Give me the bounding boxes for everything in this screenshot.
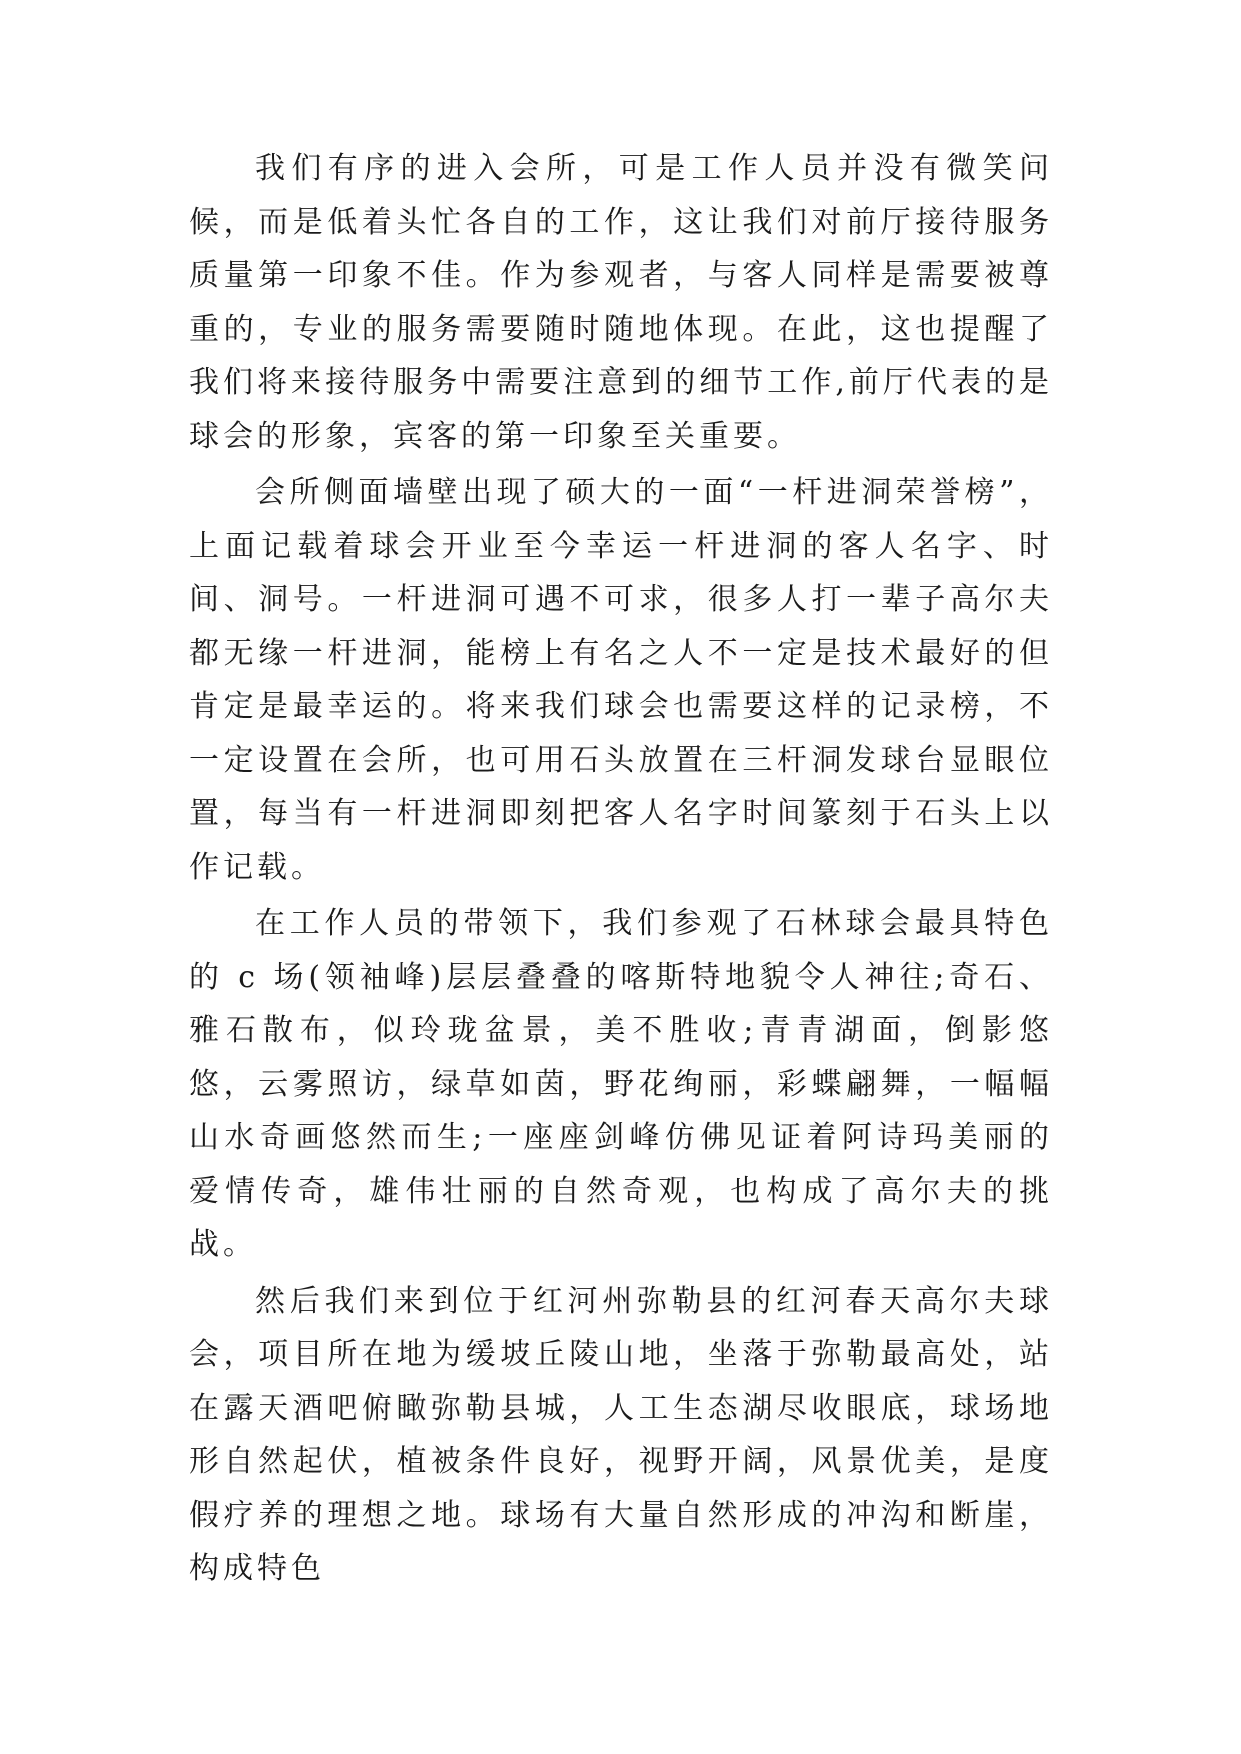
paragraph-2: 会所侧面墙壁出现了硕大的一面“一杆进洞荣誉榜”，上面记载着球会开业至今幸运一杆进洞的客人名字、时间、洞号。一杆进洞可遇不可求，很多人打一辈子高尔夫都无缘一杆进洞，能榜上有名之人不一定是技术最好的但肯定是最幸运的。将来我们球会也需要这样的记录榜，不一定设置在会所，也可用石头放置在三杆洞发球台显眼位置，每当有一杆进洞即刻把客人名字时间篆刻于石头上以作记载。 xyxy=(189,475,1053,885)
paragraph-1: 我们有序的进入会所，可是工作人员并没有微笑问候，而是低着头忙各自的工作，这让我们对前厅接待服务质量第一印象不佳。作为参观者，与客人同样是需要被尊重的，专业的服务需要随时随地体现。在此，这也提醒了我们将来接待服务中需要注意到的细节工作,前厅代表的是球会的形象，宾客的第一印象至关重要。 xyxy=(189,151,1053,454)
document-page xyxy=(189,142,1053,1642)
paragraph-3: 在工作人员的带领下，我们参观了石林球会最具特色的 c 场(领袖峰)层层叠叠的喀斯特地貌令人神往;奇石、雅石散布，似玲珑盆景，美不胜收;青青湖面，倒影悠悠，云雾照访，绿草如茵，野花绚丽，彩蝶翩舞，一幅幅山水奇画悠然而生;一座座剑峰仿佛见证着阿诗玛美丽的爱情传奇，雄伟壮丽的自然奇观，也构成了高尔夫的挑战。 xyxy=(189,906,1053,1262)
paragraph-4: 然后我们来到位于红河州弥勒县的红河春天高尔夫球会，项目所在地为缓坡丘陵山地，坐落于弥勒最高处，站在露天酒吧俯瞰弥勒县城，人工生态湖尽收眼底，球场地形自然起伏，植被条件良好，视野开阔，风景优美，是度假疗养的理想之地。球场有大量自然形成的冲沟和断崖，构成特色 xyxy=(189,1283,1053,1586)
